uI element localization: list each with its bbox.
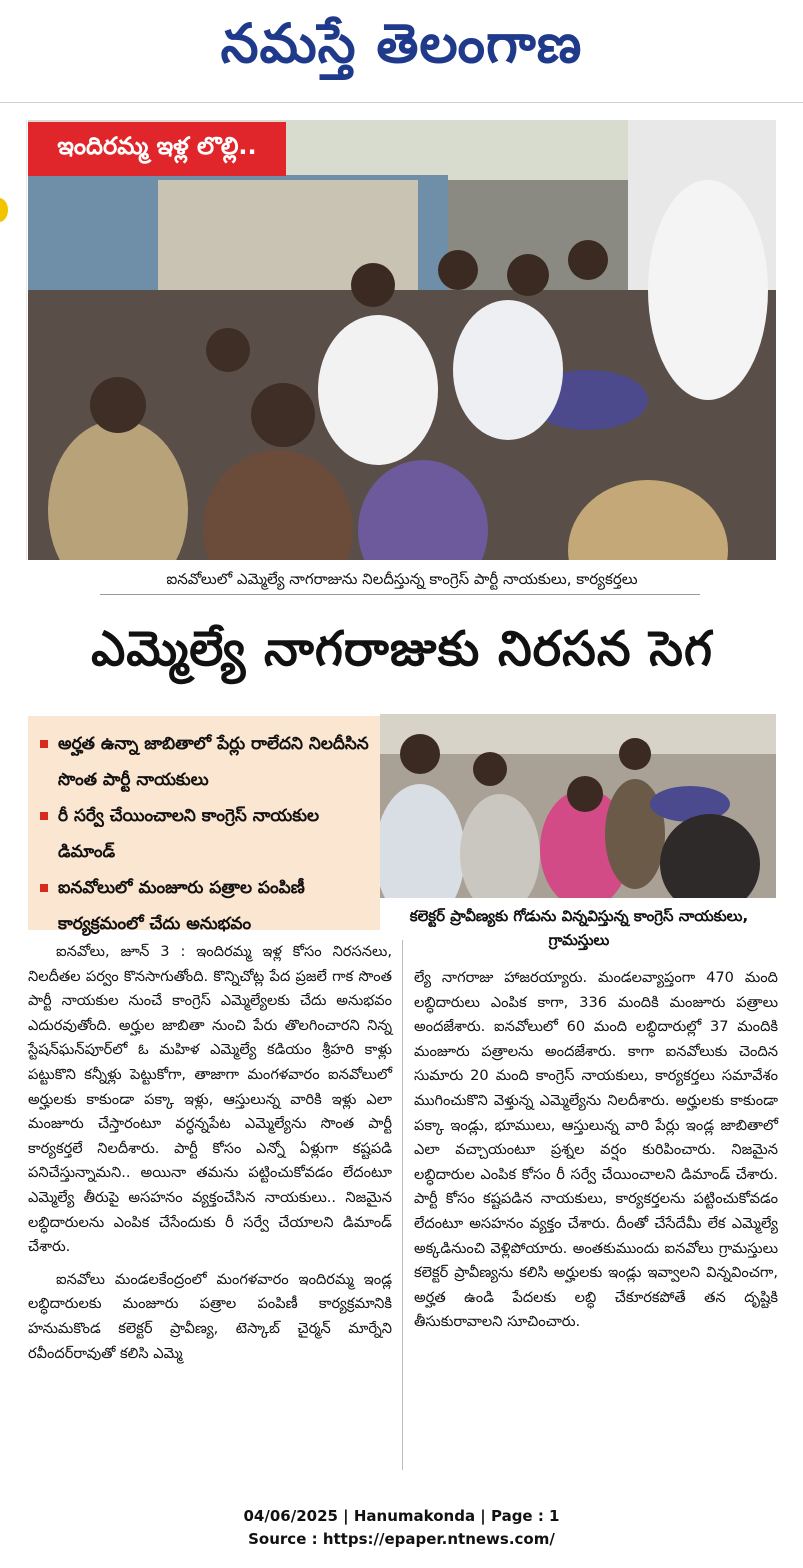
article-paragraph: ఐనవోలు, జూన్ 3 : ఇందిరమ్మ ఇళ్ల కోసం నిరసనలు, నిలదీతల పర్వం కొనసాగుతోంది. కొన్నిచోట్ల పేద ప్రజలే గాక సొంత పార్టీ నాయకుల నుంచే కాంగ్రెస్ ఎమ్మెల్యేలకు చేదు అనుభవం ఎదురవుతోంది. అర్హుల జాబితా నుంచి పేరు తొలగించారని నిన్న స్టేషన్‌ఘన్‌పూర్‌లో ఓ మహిళ ఎమ్మెల్యే కడియం శ్రీహరి కాళ్లు పట్టుకొని కన్నీళ్లు పెట్టుకోగా, తాజాగా మంగళవారం ఐనవోలులో అర్హులకు కాకుండా పక్కా ఇళ్లు, ఆస్తులున్న వారికి ఇళ్లు ఎలా మంజూరు చేస్తారంటూ వర్ధన్నపేట ఎమ్మెల్యేను సొంత పార్టీ కార్యకర్తలే నిలదీశారు. పార్టీ కోసం ఎన్నో ఏళ్లుగా కష్టపడి పనిచేస్తున్నామని.. అయినా తమను పట్టించుకోవడం లేదంటూ ఎమ్మెల్యే తీరుపై అసహనం వ్యక్తంచేసిన నాయకులు.. నిజమైన లబ్ధిదారులను ఎంపిక చేసేందుకు రీ సర్వే చేయాలని డిమాండ్ చేశారు. — [28, 943, 392, 1256]
footer-date-edition: 04/06/2025 | Hanumakonda | Page : 1 — [243, 1507, 560, 1525]
kicker-label: ఇందిరమ్మ ఇళ్ల లొల్లి.. — [28, 122, 286, 176]
newspaper-title: నమస్తే తెలంగాణ — [220, 11, 583, 75]
article-column-right — [414, 966, 778, 1335]
highlight-text: ఐనవోలులో మంజూరు పత్రాల పంపిణీ కార్యక్రమంలో చేదు అనుభవం — [58, 878, 305, 934]
highlight-item — [36, 798, 372, 870]
page-marker-dot — [0, 198, 8, 222]
bullet-icon — [40, 812, 48, 820]
masthead — [0, 0, 803, 100]
highlight-text: రీ సర్వే చేయించాలని కాంగ్రెస్ నాయకుల డిమాండ్ — [58, 806, 320, 862]
news-photo-protest — [28, 120, 776, 560]
highlight-item — [36, 870, 372, 942]
caption-rule — [100, 594, 700, 595]
highlight-item — [36, 726, 372, 798]
photo-caption-1: ఐనవోలులో ఎమ్మెల్యే నాగరాజును నిలదీస్తున్న కాంగ్రెస్ పార్టీ నాయకులు, కార్యకర్తలు — [166, 570, 638, 588]
bullet-icon — [40, 884, 48, 892]
footer-source: Source : https://epaper.ntnews.com/ — [248, 1530, 555, 1548]
masthead-rule — [0, 102, 803, 103]
bullet-icon — [40, 740, 48, 748]
left-rule — [26, 120, 27, 560]
article-paragraph: ఐనవోలు మండలకేంద్రంలో మంగళవారం ఇందిరమ్మ ఇండ్ల లబ్ధిదారులకు మంజూరు పత్రాల పంపిణీ కార్యక్రమానికి హనుమకొండ కలెక్టర్ ప్రావీణ్య, టెస్కాబ్ చైర్మన్ మార్నేని రవీందర్‌రావుతో కలిసి ఎమ్మె — [28, 1270, 392, 1362]
highlights-box — [28, 716, 380, 934]
article-paragraph: ల్యే నాగరాజు హాజరయ్యారు. మండలవ్యాప్తంగా 470 మంది లబ్ధిదారులు ఎంపిక కాగా, 336 మందికి మంజూరు పత్రాలు అందజేశారు. ఐనవోలులో 60 మంది లబ్ధిదారుల్లో 37 మందికి మంజూరు పత్రాలను అందజేశారు. కాగా ఐనవోలుకు చెందిన సుమారు 20 మంది కాంగ్రెస్ నాయకులు, కార్యకర్తలు సమావేశం ముగించుకొని వెళ్తున్న ఎమ్మెల్యేను నిలదీశారు. అర్హులకు కాకుండా పక్కా ఇండ్లు, భూములు, ఆస్తులున్న వారి పేర్లు ఇండ్ల జాబితాలో ఎలా వచ్చాయంటూ ప్రశ్నల వర్షం కురిపించారు. నిజమైన లబ్ధిదారుల ఎంపిక కోసం రీ సర్వే చేయించాలని డిమాండ్ చేశారు. పార్టీ కోసం కష్టపడిన నాయకులు, కార్యకర్తలను పట్టించుకోవడం లేదంటూ అసహనం వ్యక్తం చేశారు. దీంతో చేసేదేమీ లేక ఎమ్మెల్యే అక్కడినుంచి వెళ్లిపోయారు. అంతకుముందు ఐనవోలు గ్రామస్తులు కలెక్టర్ ప్రావీణ్యను కలిసి అర్హులకు ఇండ్లు ఇవ్వాలని విన్నవించగా, అర్హత ఉండి పేదలకు లబ్ధి చేకూరకపోతే తన దృష్టికి తీసుకురావాలని సూచించారు. — [414, 969, 778, 1331]
headline: ఎమ్మెల్యే నాగరాజుకు నిరసన సెగ — [91, 621, 713, 677]
highlight-text: అర్హత ఉన్నా జాబితాలో పేర్లు రాలేదని నిలదీసిన సొంత పార్టీ నాయకులు — [58, 734, 369, 790]
article-column-left — [28, 940, 392, 1366]
column-divider — [402, 940, 403, 1470]
news-photo-collector — [380, 714, 776, 898]
photo-caption-2: కలెక్టర్ ప్రావీణ్యకు గోడును విన్నవిస్తున్న కాంగ్రెస్ నాయకులు, గ్రామస్తులు — [409, 907, 749, 949]
